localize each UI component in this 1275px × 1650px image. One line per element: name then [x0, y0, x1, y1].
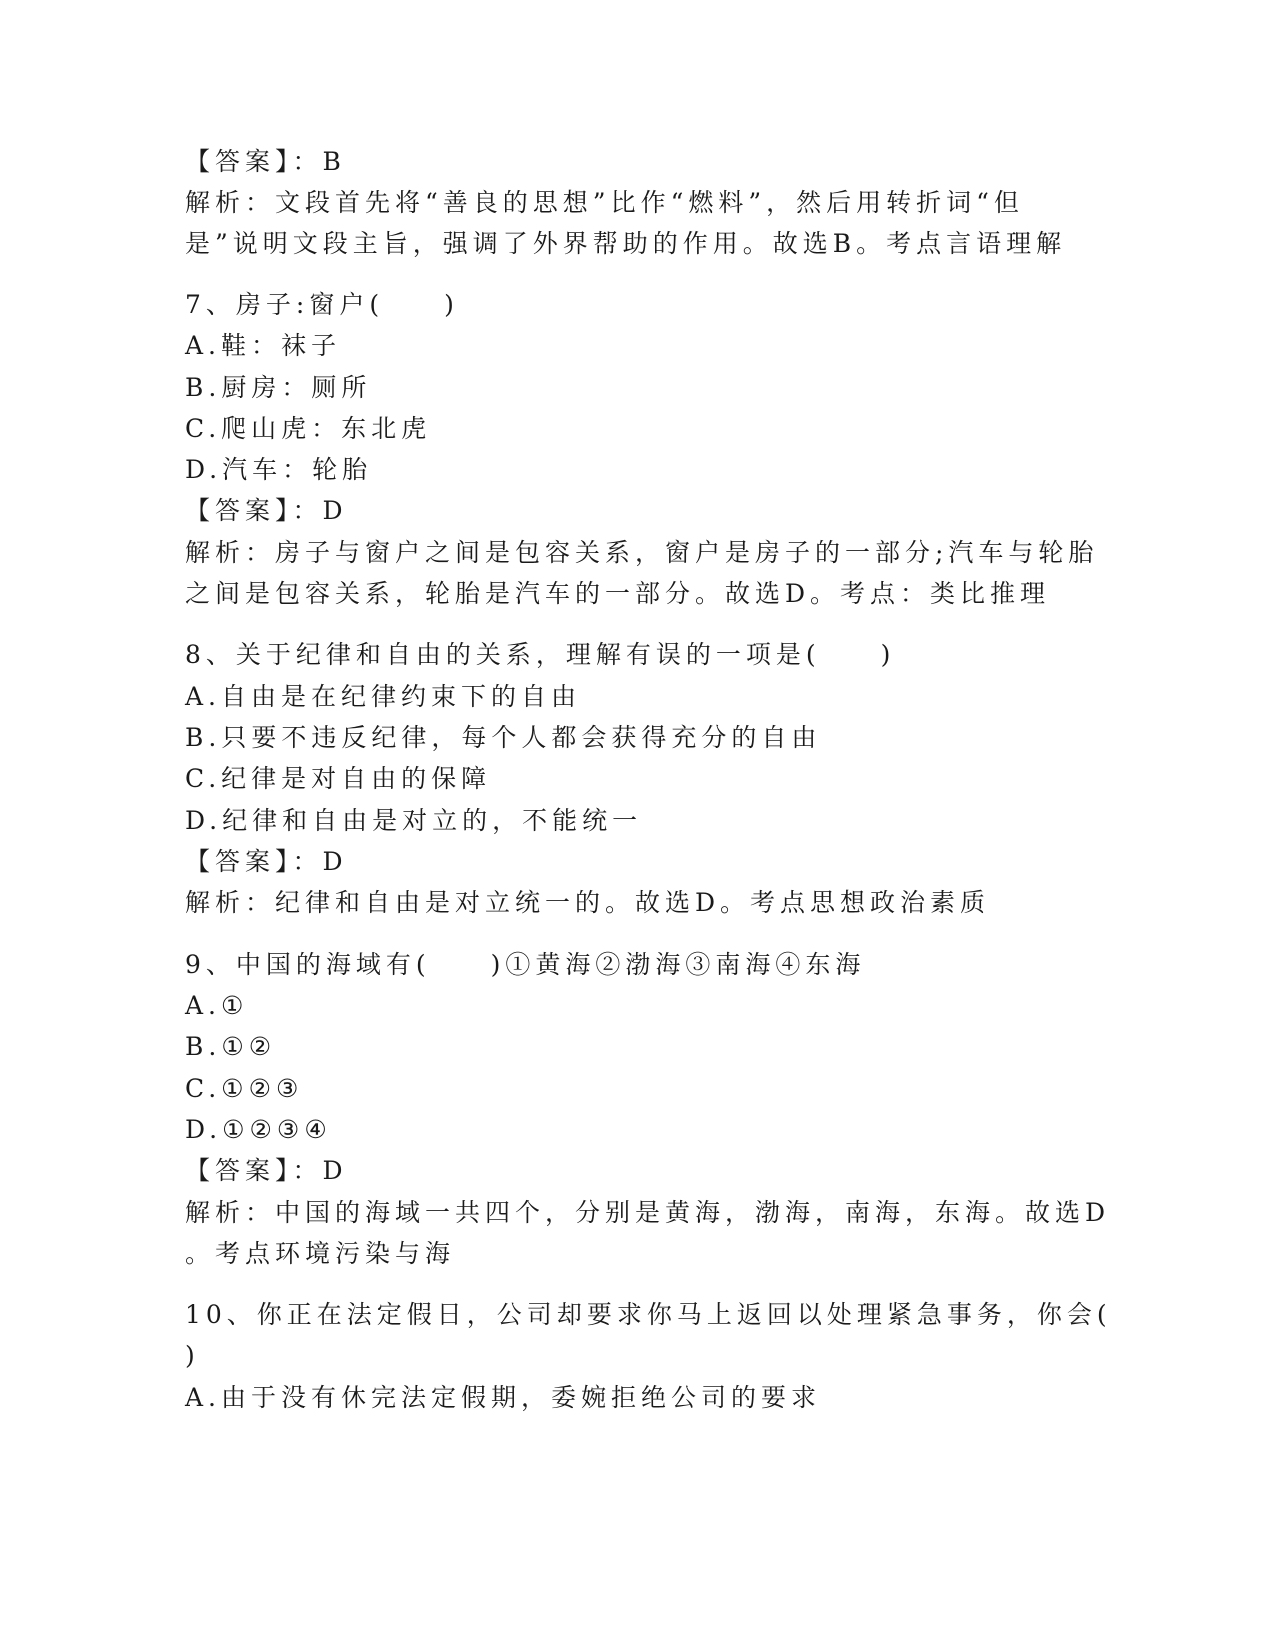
question-9-option-c: C.①②③	[185, 1074, 304, 1103]
question-7-option-a: A.鞋：袜子	[185, 331, 342, 360]
question-8-option-a: A.自由是在纪律约束下的自由	[185, 682, 582, 711]
question-9-option-a: A.①	[185, 991, 249, 1020]
answer-8: 【答案】：D	[185, 847, 348, 876]
question-8-option-b: B.只要不违反纪律，每个人都会获得充分的自由	[185, 723, 822, 752]
question-10-option-a: A.由于没有休完法定假期，委婉拒绝公司的要求	[185, 1383, 822, 1412]
question-7-option-c: C.爬山虎：东北虎	[185, 414, 432, 443]
explanation-9-line-1: 解析：中国的海域一共四个，分别是黄海，渤海，南海，东海。故选D	[185, 1198, 1111, 1227]
answer-7: 【答案】：D	[185, 496, 348, 525]
question-9-option-d: D.①②③④	[185, 1115, 332, 1144]
question-8-option-c: C.纪律是对自由的保障	[185, 764, 492, 793]
explanation-9-line-2: 。考点环境污染与海	[185, 1239, 456, 1268]
question-8: 8、关于纪律和自由的关系，理解有误的一项是( )	[185, 640, 896, 669]
answer-6: 【答案】：B	[185, 147, 346, 176]
explanation-8: 解析：纪律和自由是对立统一的。故选D。考点思想政治素质	[185, 888, 991, 917]
question-8-option-d: D.纪律和自由是对立的，不能统一	[185, 806, 643, 835]
question-7: 7、房子:窗户( )	[185, 290, 459, 319]
explanation-6-line-2: 是”说明文段主旨，强调了外界帮助的作用。故选B。考点言语理解	[185, 229, 1067, 258]
question-9-option-b: B.①②	[185, 1032, 277, 1061]
explanation-7-line-2: 之间是包容关系，轮胎是汽车的一部分。故选D。考点：类比推理	[185, 579, 1051, 608]
question-7-option-d: D.汽车：轮胎	[185, 455, 373, 484]
answer-9: 【答案】：D	[185, 1156, 348, 1185]
question-10-line-1: 10、你正在法定假日，公司却要求你马上返回以处理紧急事务，你会(	[185, 1300, 1112, 1329]
question-10-line-2: )	[185, 1341, 200, 1370]
explanation-7-line-1: 解析：房子与窗户之间是包容关系，窗户是房子的一部分;汽车与轮胎	[185, 538, 1099, 567]
question-7-option-b: B.厨房：厕所	[185, 373, 372, 402]
explanation-6-line-1: 解析：文段首先将“善良的思想”比作“燃料”，然后用转折词“但	[185, 188, 1024, 217]
question-9: 9、中国的海域有( )①黄海②渤海③南海④东海	[185, 950, 866, 979]
